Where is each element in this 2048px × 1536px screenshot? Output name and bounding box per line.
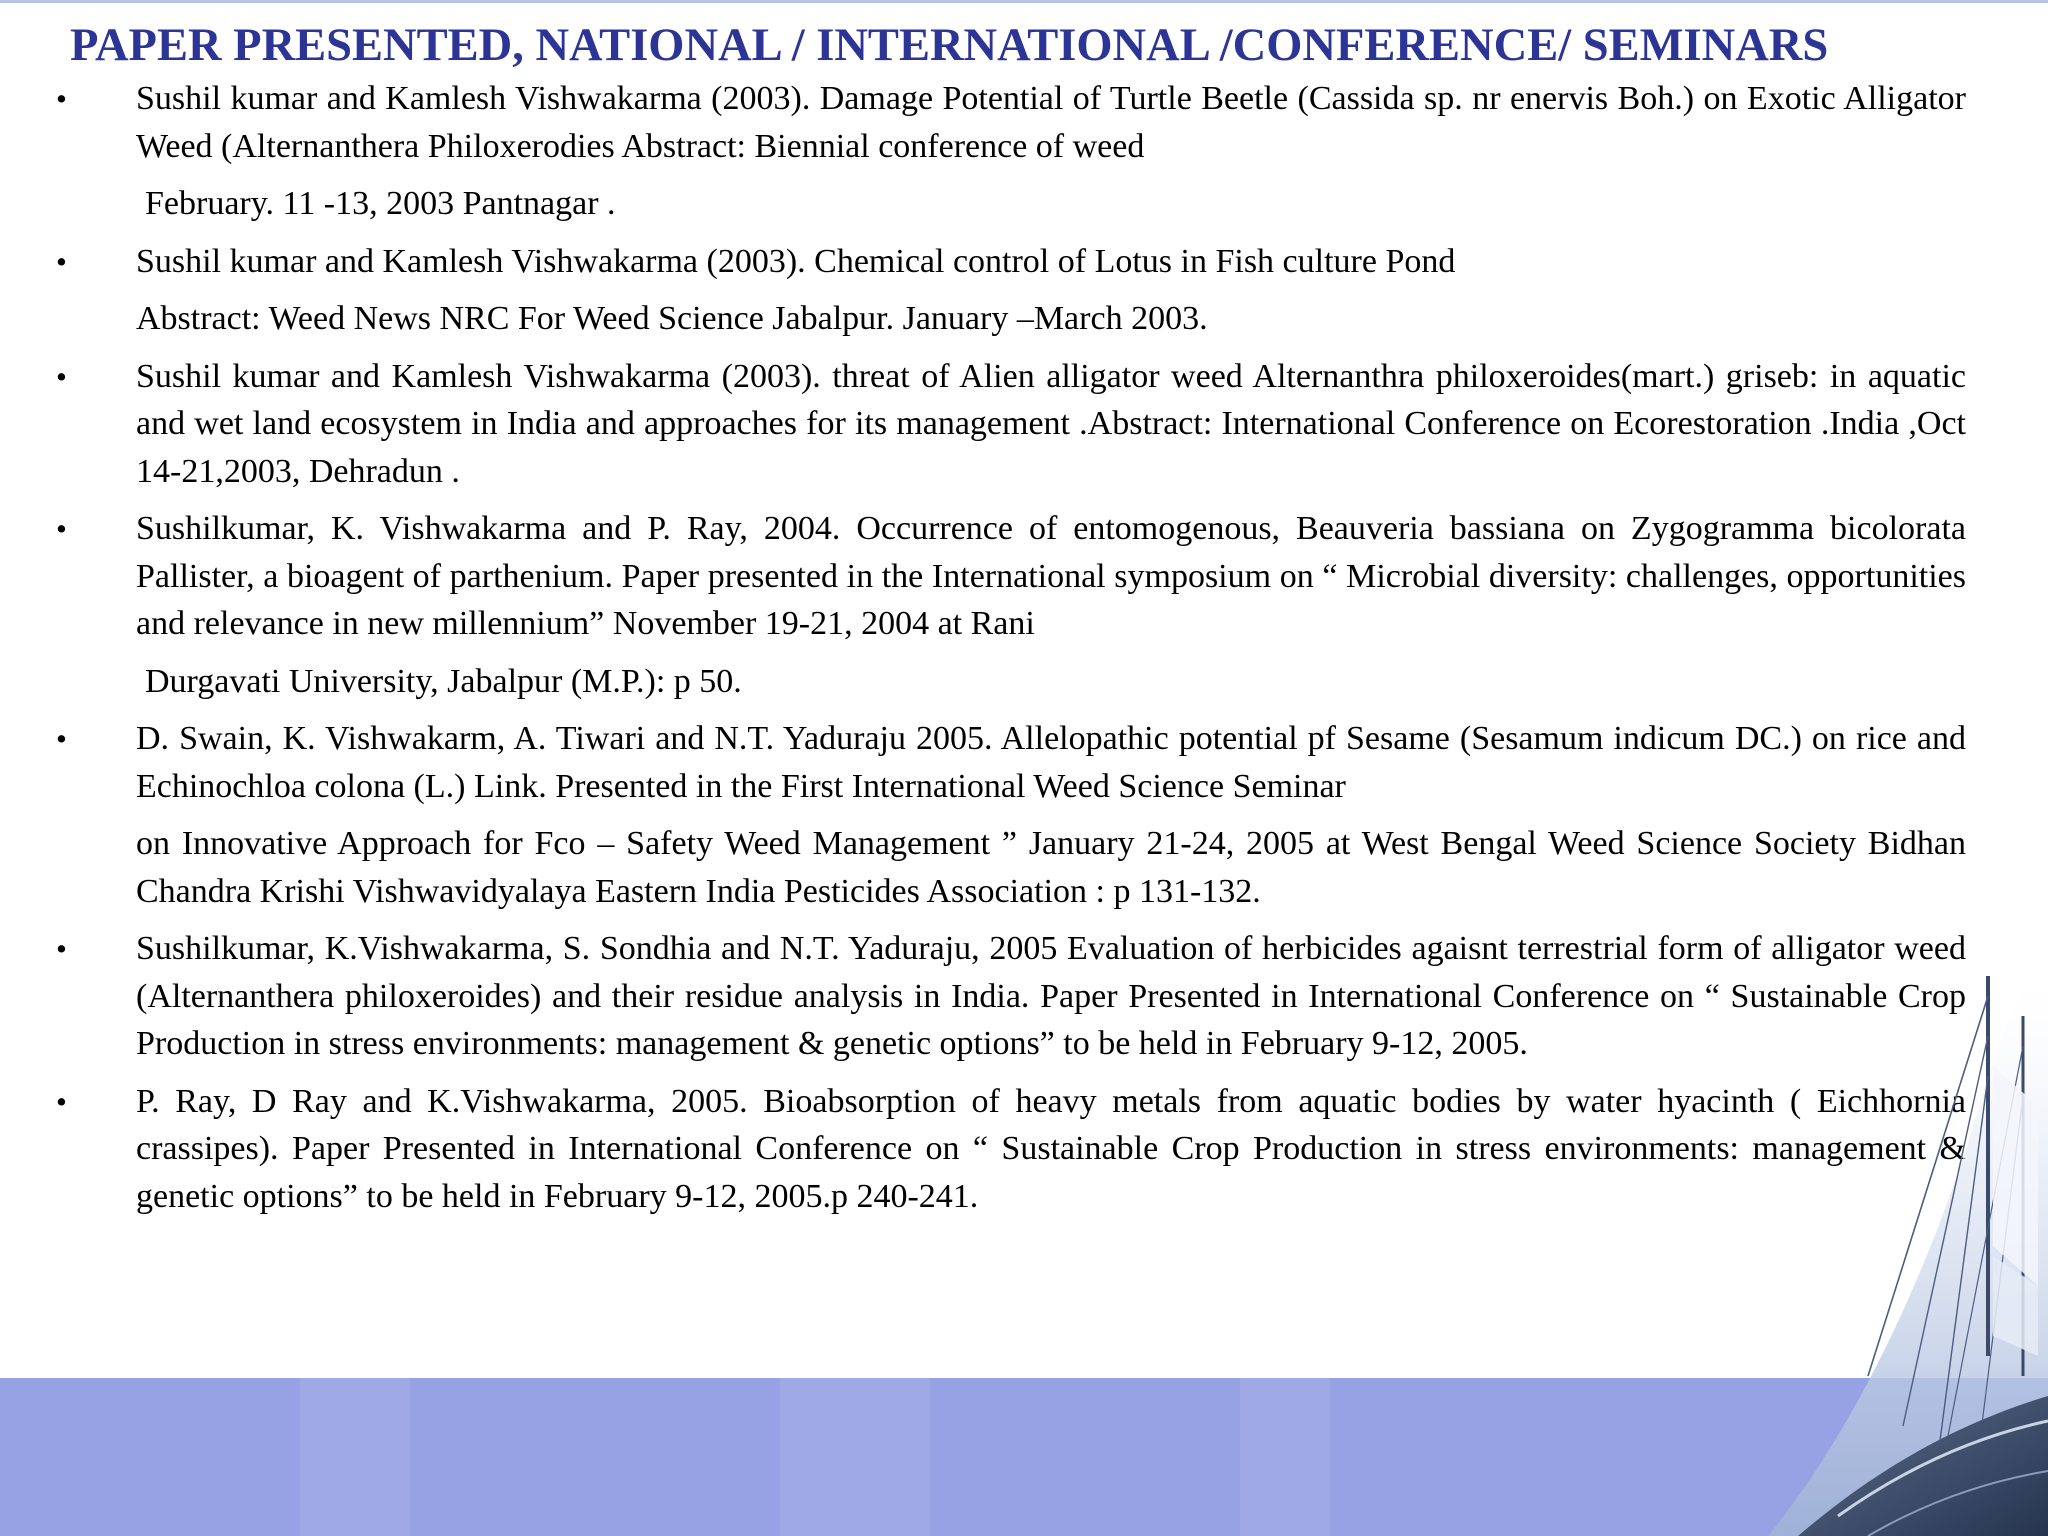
entry-text: Sushil kumar and Kamlesh Vishwakarma (2003). Chemical control of Lotus in Fish culture Pond xyxy=(136,242,1456,280)
bullet-icon: • xyxy=(56,1083,67,1119)
bullet-icon: • xyxy=(56,721,67,756)
band-stripe xyxy=(1240,1378,1330,1536)
bullet-icon: • xyxy=(56,243,67,279)
list-item xyxy=(0,75,2048,228)
band-stripe xyxy=(780,1378,930,1536)
entry-text: Sushilkumar, K. Vishwakarma and P. Ray, 2004. Occurrence of entomogenous, Beauveria bassiana on Zygogramma bicolorata Pallister, a bioagent of parthenium. Paper presented in the International symposium on “ Microbial diversity: challenges, opportunities and relevance in new millennium” November 19-21, 2004 at Rani xyxy=(136,510,1966,642)
slide-title: PAPER PRESENTED, NATIONAL / INTERNATIONAL /CONFERENCE/ SEMINARS xyxy=(70,20,1829,71)
band-stripe xyxy=(300,1378,410,1536)
top-rule xyxy=(0,0,2048,3)
entry-continuation: Durgavati University, Jabalpur (M.P.): p 50. xyxy=(145,662,742,700)
list-item xyxy=(0,505,2048,705)
entry-text: Sushil kumar and Kamlesh Vishwakarma (2003). threat of Alien alligator weed Alternanthra philoxeroides(mart.) griseb: in aquatic and wet land ecosystem in India and approaches for its management .Abstract: International Conference on Ecorestoration .India ,Oct 14-21,2003, Dehradun . xyxy=(136,357,1966,490)
entry-continuation: Abstract: Weed News NRC For Weed Science Jabalpur. January –March 2003. xyxy=(136,300,1208,337)
entry-text: P. Ray, D Ray and K.Vishwakarma, 2005. Bioabsorption of heavy metals from aquatic bodies by water hyacinth ( Eichhornia crassipes). Paper Presented in International Conference on “ Sustainable Crop Production in stress environments: management & genetic options” to be held in February 9-12, 2005.p 240-241. xyxy=(136,1082,1966,1215)
bullet-icon: • xyxy=(56,511,67,546)
bullet-icon: • xyxy=(56,81,67,116)
entry-text: D. Swain, K. Vishwakarm, A. Tiwari and N.T. Yaduraju 2005. Allelopathic potential pf Sesame (Sesamum indicum DC.) on rice and Echinochloa colona (L.) Link. Presented in the First International Weed Science Seminar xyxy=(136,720,1966,805)
list-item xyxy=(0,238,2048,343)
bullet-icon: • xyxy=(56,358,67,394)
bullet-icon: • xyxy=(56,931,67,966)
entry-continuation: on Innovative Approach for Fco – Safety Weed Management ” January 21-24, 2005 at West Bengal Weed Science Society Bidhan Chandra Krishi Vishwavidyalaya Eastern India Pesticides Association : p 131-132. xyxy=(136,825,1966,910)
entry-continuation: February. 11 -13, 2003 Pantnagar . xyxy=(145,185,616,222)
entry-text: Sushilkumar, K.Vishwakarma, S. Sondhia and N.T. Yaduraju, 2005 Evaluation of herbicides agaisnt terrestrial form of alligator weed (Alternanthera philoxeroides) and their residue analysis in India. Paper Presented in International Conference on “ Sustainable Crop Production in stress environments: management & genetic options” to be held in February 9-12, 2005. xyxy=(136,930,1966,1062)
sailing-ship-photo xyxy=(1688,956,2048,1536)
entry-text: Sushil kumar and Kamlesh Vishwakarma (2003). Damage Potential of Turtle Beetle (Cassida sp. nr enervis Boh.) on Exotic Alligator Weed (Alternanthera Philoxerodies Abstract: Biennial conference of weed xyxy=(136,80,1966,165)
list-item xyxy=(0,353,2048,496)
list-item xyxy=(0,715,2048,915)
